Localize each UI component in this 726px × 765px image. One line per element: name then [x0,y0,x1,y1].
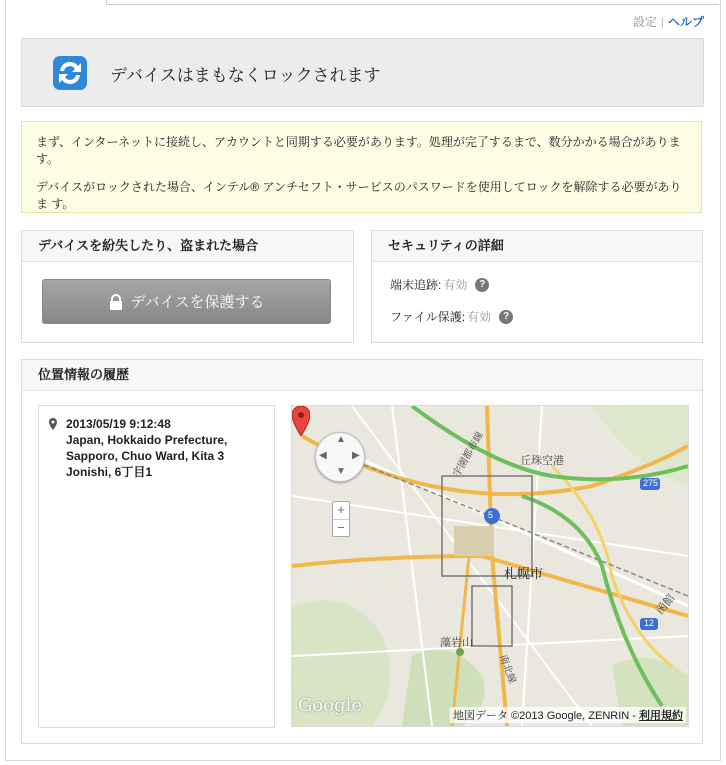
notice-line-2: デバイスがロックされた場合、インテル® アンチセフト・サービスのパスワードを使用してロックを解除する必要がありま す。 [36,180,682,211]
banner-title: デバイスはまもなくロックされます [110,66,381,85]
zoom-out-button[interactable]: − [337,520,345,535]
security-details-panel [371,230,703,343]
file-protection-value: 有効 [467,310,492,324]
security-details-title: セキュリティの詳細 [372,231,702,262]
pan-right-icon[interactable]: ▶ [352,450,360,461]
pan-down-icon[interactable]: ▼ [336,466,346,477]
lost-device-panel-title: デバイスを紛失したり、盗まれた場合 [22,231,353,262]
attribution-text: 地図データ ©2013 Google, ZENRIN - [453,710,639,722]
lock-banner [21,38,704,107]
lost-device-panel [21,230,354,343]
location-map[interactable] [291,405,689,727]
tracking-help-icon[interactable]: ? [475,278,489,292]
help-link[interactable]: ヘルプ [667,15,704,29]
map-pan-control[interactable] [315,432,365,482]
file-protection-row [390,308,513,325]
lock-icon [109,294,123,310]
zoom-in-button[interactable]: + [333,502,349,520]
notice-line-1: まず、インターネットに接続し、アカウントと同期する必要があります。処理が完了するまで、数分かかる場合があります。 [36,135,681,166]
map-label-route275: 275 [643,478,659,488]
map-label-route5: 5 [488,510,494,520]
pan-left-icon[interactable]: ◀ [319,450,327,461]
location-pin-icon [49,418,57,430]
history-address: Japan, Hokkaido Prefecture, Sapporo, Chuo Ward, Kita 3 Jonishi, 6丁目1 [66,433,228,479]
location-marker-icon[interactable] [292,406,310,436]
history-timestamp: 2013/05/19 9:12:48 [66,417,171,431]
settings-link[interactable]: 設定 [632,15,657,29]
protect-device-button[interactable] [42,279,331,324]
tracking-value: 有効 [443,278,468,292]
map-label-hakodate: 函館 [654,592,678,617]
sync-icon [52,55,88,91]
map-label-okadama: 丘珠空港 [520,455,564,467]
link-separator: | [660,15,664,29]
notice-box [21,121,702,213]
map-attribution [450,707,686,723]
map-label-route12: 12 [644,618,655,628]
terms-link[interactable]: 利用規約 [639,710,683,722]
location-history-panel [21,359,703,744]
history-list [38,405,275,728]
tracking-label: 端末追跡: [390,278,442,292]
map-label-subway: 宇園都市線 [451,430,486,479]
map-zoom-control [332,501,350,537]
file-protection-help-icon[interactable]: ? [499,310,513,324]
location-history-title: 位置情報の履歴 [22,360,702,391]
google-logo: Google [298,695,362,716]
file-protection-label: ファイル保護: [390,310,466,324]
map-label-moiwa: 藻岩山 [440,637,473,649]
map-label-namboku: 南北線 [496,653,518,686]
top-links [633,13,704,30]
map-label-sapporo: 札幌市 [504,566,544,581]
protect-device-label: デバイスを保護する [130,294,265,311]
tracking-row [390,276,489,293]
tab-strip [106,0,719,5]
pan-up-icon[interactable]: ▲ [336,434,346,445]
history-entry[interactable] [66,416,266,480]
